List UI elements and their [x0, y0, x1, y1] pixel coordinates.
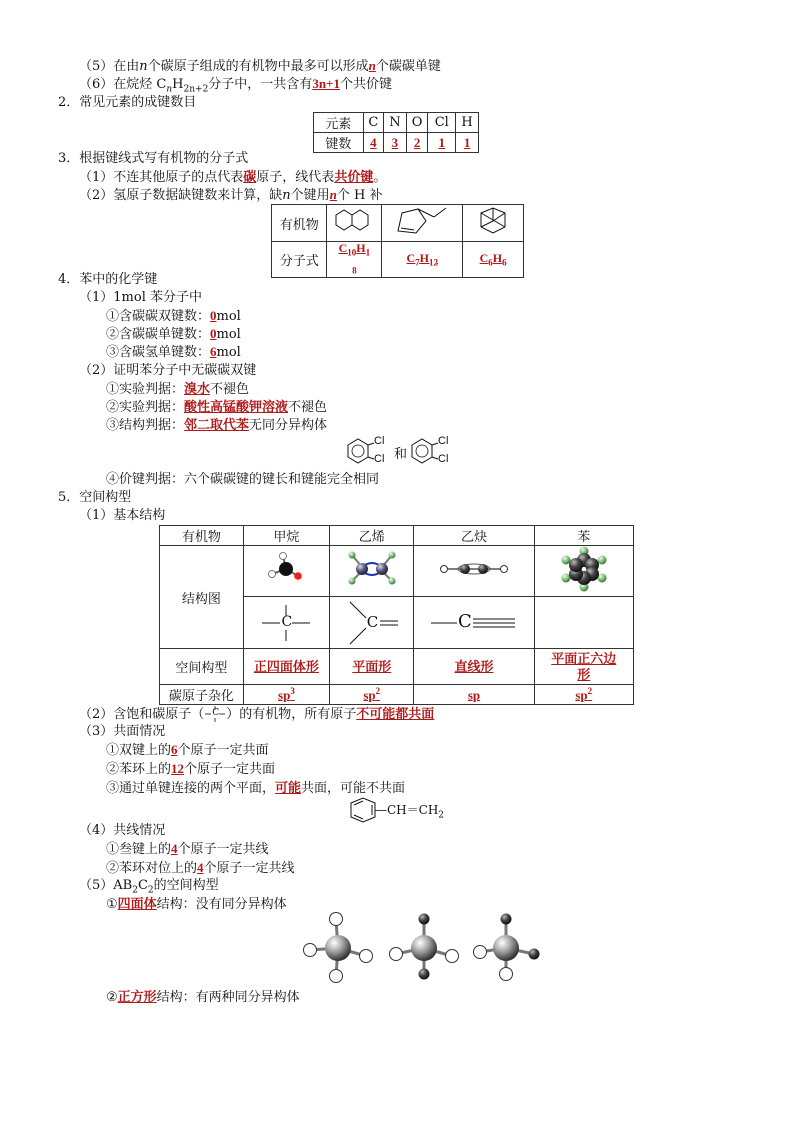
text: ③结构判据： — [106, 418, 185, 433]
benzene-ball-model — [560, 546, 608, 592]
list-item — [106, 416, 327, 435]
list-item — [106, 380, 249, 399]
model-2 — [390, 914, 459, 980]
vinyl-group — [375, 801, 444, 820]
table-header-cell: O — [406, 113, 428, 133]
section-4-title: 4．苯中的化学键 — [58, 272, 158, 287]
header-cell: 乙烯 — [330, 526, 414, 546]
methane-wedge-cell — [243, 597, 329, 649]
prismane-structure — [463, 205, 524, 242]
text: 不褪色 — [210, 382, 250, 397]
answer: 溴水 — [184, 381, 211, 396]
section-2-title: 2．常见元素的成键数目 — [58, 95, 197, 110]
answer: 可能 — [275, 780, 302, 795]
text: 个原子一定共线 — [203, 861, 295, 876]
shape-answer: 直线形 — [414, 649, 534, 685]
table-header-cell: Cl — [428, 113, 456, 133]
spatial-structure-table — [159, 525, 634, 705]
text: 。 — [373, 170, 387, 185]
answer: 0 — [210, 326, 217, 341]
para-4-1: （1）1mol 苯分子中 — [79, 290, 202, 305]
bond-count-value: 2 — [406, 133, 428, 153]
text: mol — [216, 345, 241, 360]
para-5-1: （1）基本结构 — [79, 508, 166, 523]
hyb-base: sp — [467, 687, 481, 703]
shape-answer: 正四面体形 — [243, 649, 329, 685]
text: ①双键上的 — [106, 743, 172, 758]
text: ③含碳氢单键数： — [106, 345, 211, 360]
list-item — [106, 859, 295, 878]
section-5-title: 5．空间构型 — [58, 490, 132, 505]
answer: n — [329, 187, 337, 202]
answer: 酸性高锰酸钾溶液 — [184, 399, 289, 414]
list-item — [106, 741, 269, 760]
row-label: 有机物 — [272, 205, 327, 242]
text: 不褪色 — [288, 400, 328, 415]
section-3-title: 3．根据键线式写有机物的分子式 — [58, 151, 249, 166]
cl-label: Cl — [374, 453, 385, 465]
list-item — [106, 325, 241, 344]
para-5-3: （3）共面情况 — [79, 724, 166, 739]
text-n: n — [139, 59, 148, 74]
text: ①含碳碳双键数： — [106, 309, 211, 324]
sub: 2 — [132, 885, 138, 896]
text: 共面，可能不共面 — [301, 781, 406, 796]
text: C — [137, 878, 148, 893]
acetylene-structure — [429, 608, 519, 638]
text: 个共价键 — [339, 77, 392, 92]
row-label: 碳原子杂化 — [160, 685, 244, 705]
sub: 2n+2 — [183, 84, 209, 95]
cl-label: Cl — [438, 453, 449, 465]
header-cell: 苯 — [534, 526, 633, 546]
answer: n — [368, 58, 376, 73]
hyb-base: sp — [278, 687, 291, 703]
text: ①叁键上的 — [106, 842, 172, 857]
text: ②含碳碳单键数： — [106, 327, 211, 342]
text: ②苯环对位上的 — [106, 861, 198, 876]
decalin-diagram — [332, 206, 376, 236]
text: （5）AB — [79, 878, 133, 893]
line-5 — [79, 57, 441, 76]
list-item — [106, 779, 405, 798]
formula-c6h6: $C_6H_6$ — [463, 242, 524, 278]
text: 个 H 补 — [336, 188, 383, 203]
answer: 共价键 — [334, 169, 374, 184]
table-header-cell: H — [456, 113, 479, 133]
dichlorobenzene-isomers — [344, 435, 454, 469]
text: —CH＝CH — [375, 803, 439, 817]
answer: 12 — [171, 761, 185, 776]
list-item — [106, 343, 241, 362]
bicyclic-diagram — [473, 205, 513, 237]
answer: 不可能都共面 — [356, 706, 435, 721]
text: 个原子一定共面 — [177, 743, 269, 758]
sub: n — [166, 84, 173, 95]
hyb-sup: 2 — [587, 685, 593, 696]
answer: 四面体 — [117, 896, 157, 911]
skeletal-formula-table — [271, 204, 524, 278]
text: 个碳原子组成的有机物中最多可以形成 — [147, 59, 369, 74]
bond-count-value: 1 — [456, 133, 479, 153]
formula-c10h18: $C_{10}H_1$ $_8$ — [327, 242, 382, 278]
text: （5）在由 — [79, 59, 140, 74]
header-cell: 乙炔 — [414, 526, 534, 546]
text: ① — [106, 897, 118, 912]
text: 无同分异构体 — [249, 418, 328, 433]
answer: 正方形 — [117, 989, 157, 1004]
cl-label: Cl — [438, 435, 449, 447]
table-header-cell: C — [363, 113, 383, 133]
item-5-5-1 — [106, 895, 287, 914]
answer: 4 — [171, 841, 178, 856]
acetylene-wedge-cell — [414, 597, 534, 649]
list-item — [106, 840, 269, 859]
text: 个原子一定共面 — [184, 762, 276, 777]
header-cell: 有机物 — [160, 526, 244, 546]
text: （6）在烷烃 C — [79, 77, 167, 92]
text: 个碳碳单键 — [375, 59, 441, 74]
list-item — [106, 760, 275, 779]
text: ）的有机物，所有原子 — [226, 707, 357, 722]
text: 个键用 — [290, 188, 330, 203]
bond-count-value: 1 — [428, 133, 456, 153]
hyb-base: sp — [363, 687, 376, 703]
row-label: 分子式 — [272, 242, 327, 278]
ab2c2-ball-models — [296, 908, 546, 984]
shape-answer: 平面正六边形 — [534, 649, 633, 685]
text: 结构：有两种同分异构体 — [156, 990, 300, 1005]
hybridization-answer — [534, 685, 633, 705]
cl-label: Cl — [374, 435, 385, 447]
hybridization-answer — [243, 685, 329, 705]
bond-count-value: 4 — [363, 133, 383, 153]
text: （1）不连其他原子的点代表 — [79, 170, 244, 185]
methane-structure — [256, 603, 316, 643]
list-item — [106, 398, 327, 417]
text: （2）含饱和碳原子（ — [79, 707, 205, 722]
answer: 3n+1 — [312, 76, 340, 91]
line-3-2 — [79, 186, 383, 205]
benzene-wedge-cell — [534, 597, 633, 649]
ethylene-ball-model — [340, 547, 404, 591]
bond-count-table — [313, 112, 479, 153]
decalin-structure — [327, 205, 382, 242]
text: （2）氢原子数据缺键数来计算，缺 — [79, 188, 283, 203]
text: 个原子一定共线 — [177, 842, 269, 857]
text: ②苯环上的 — [106, 762, 172, 777]
model-3 — [474, 914, 540, 981]
hyb-sup: 3 — [290, 685, 295, 696]
c-atom: C — [212, 708, 220, 718]
para-4-2: （2）证明苯分子中无碳碳双键 — [79, 363, 257, 378]
row-label: 结构图 — [160, 546, 244, 649]
c-atom: C — [457, 610, 472, 632]
acetylene-bonds — [429, 608, 519, 638]
acetylene-ball-model — [434, 557, 514, 581]
ethylene-wedge-cell — [330, 597, 414, 649]
saturated-carbon-symbol — [204, 706, 226, 720]
para-5-4: （4）共线情况 — [79, 823, 166, 838]
answer: 碳 — [243, 169, 257, 184]
answer: 6 — [210, 344, 217, 359]
text: 结构：没有同分异构体 — [156, 897, 287, 912]
row-label: 空间构型 — [160, 649, 244, 685]
text: 原子，线代表 — [256, 170, 335, 185]
text: 的空间构型 — [153, 878, 219, 893]
ethylene-model-cell — [330, 546, 414, 597]
text: ③通过单键连接的两个平面， — [106, 781, 276, 796]
hyb-sup: 2 — [375, 685, 381, 696]
text: ②实验判据： — [106, 400, 185, 415]
list-item — [106, 307, 241, 326]
ethylene-structure — [342, 600, 402, 646]
acetylene-model-cell — [414, 546, 534, 597]
header-cell: 甲烷 — [243, 526, 329, 546]
text: ② — [106, 990, 118, 1005]
shape-answer: 平面形 — [330, 649, 414, 685]
c-atom: C — [366, 612, 379, 631]
ab2c2-models — [296, 908, 546, 984]
table-header-cell: 元素 — [314, 113, 364, 133]
table-row-label: 键数 — [314, 133, 364, 153]
text: H — [172, 77, 184, 92]
text: 分子中，一共含有 — [208, 77, 313, 92]
bond-count-value: 3 — [384, 133, 407, 153]
answer: 6 — [171, 742, 178, 757]
item-5-5-2 — [106, 988, 300, 1007]
formula-c7h12: $C_7H_{12}$ — [382, 242, 463, 278]
methane-model-cell — [243, 546, 329, 597]
answer: 邻二取代苯 — [184, 417, 250, 432]
line-3-1 — [79, 168, 386, 187]
text: mol — [216, 309, 241, 324]
para-5-2 — [79, 705, 434, 724]
text: mol — [216, 327, 241, 342]
hybridization-answer — [330, 685, 414, 705]
cyclopentene-structure — [382, 205, 463, 242]
answer: 0 — [210, 308, 217, 323]
answer: 4 — [197, 860, 204, 875]
model-1 — [304, 913, 373, 983]
benzene-model-cell — [534, 546, 633, 597]
styrene-structure — [345, 797, 465, 823]
sub: 2 — [147, 885, 154, 896]
hyb-base: sp — [575, 687, 588, 703]
ethylcyclopentene-diagram — [384, 205, 460, 237]
item-4-4: ④价键判据：六个碳碳键的键长和键能完全相同 — [106, 472, 380, 487]
hybridization-answer — [414, 685, 534, 705]
c-atom: C — [281, 613, 293, 630]
and-label: 和 — [394, 447, 408, 462]
table-header-cell: N — [384, 113, 407, 133]
methane-ball-model — [261, 549, 311, 589]
text: ①实验判据： — [106, 382, 185, 397]
sub: 2 — [438, 810, 445, 821]
text-n: n — [282, 188, 291, 203]
